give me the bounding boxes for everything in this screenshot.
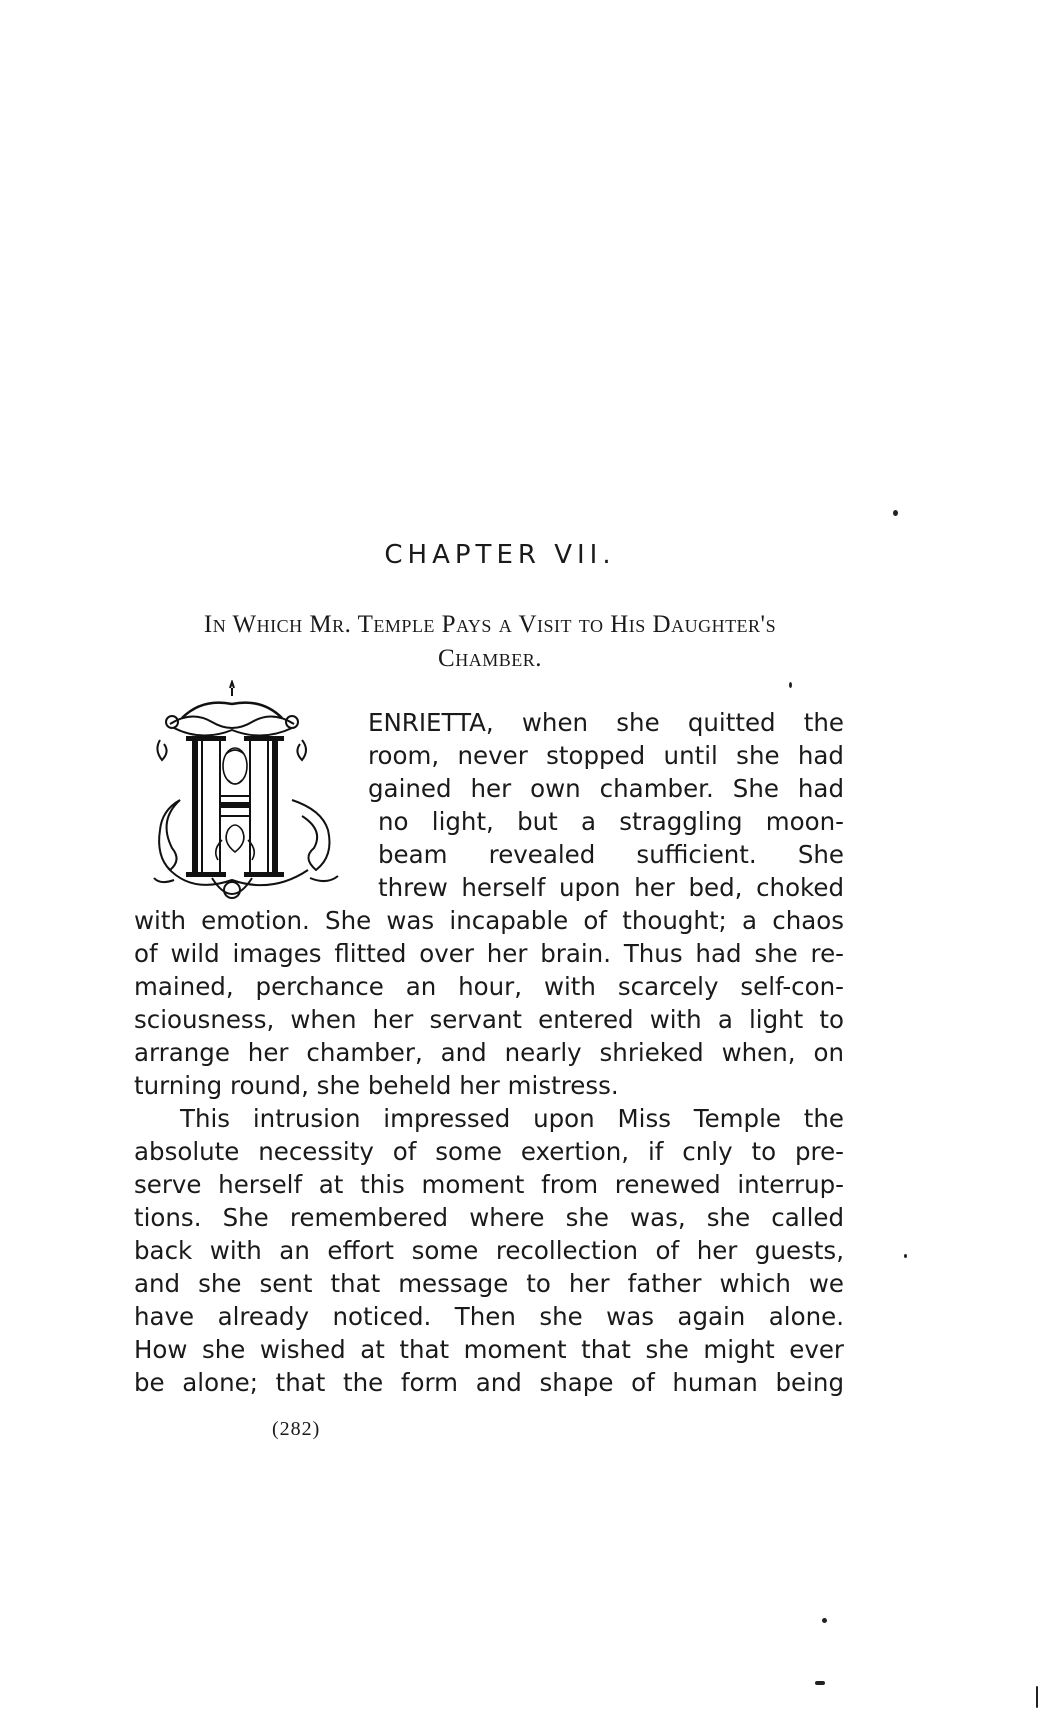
page-number: (282) xyxy=(272,1418,321,1440)
text-line: arrange her chamber, and nearly shrieked when, on xyxy=(134,1038,844,1067)
paragraph-2 xyxy=(134,1102,844,1399)
text-line: sciousness, when her servant entered with a light to xyxy=(134,1005,844,1034)
text-line: absolute necessity of some exertion, if ϲnly to pre- xyxy=(134,1137,844,1166)
paragraph-1 xyxy=(134,706,844,1102)
text-line: and she sent that message to her father which we xyxy=(134,1269,844,1298)
scan-speck xyxy=(822,1618,827,1623)
text-line: How she wished at that moment that she might ever xyxy=(134,1335,844,1364)
text-line: have already noticed. Then she was again alone. xyxy=(134,1302,844,1331)
chapter-subtitle-line-2: Chamber. xyxy=(438,645,542,672)
text-line: with emotion. She was incapable of thought; a chaos xyxy=(134,906,844,935)
text-line: gained her own chamber. She had xyxy=(368,774,844,803)
text-line: be alone; that the form and shape of human being xyxy=(134,1368,844,1397)
chapter-title: CHAPTER VII. xyxy=(384,540,616,570)
text-line: of wild images flitted over her brain. Thus had she re- xyxy=(134,939,844,968)
text-line: no light, but a straggling moon- xyxy=(378,807,844,836)
scan-speck xyxy=(789,682,792,688)
text-line: tions. She remembered where she was, she called xyxy=(134,1203,844,1232)
text-line: turning round, she beheld her mistress. xyxy=(134,1071,619,1100)
text-line: back with an effort some recollection of her guests, xyxy=(134,1236,844,1265)
chapter-subtitle xyxy=(130,608,850,676)
scan-speck xyxy=(1036,1686,1038,1708)
text-line: mained, perchance an hour, with scarcely self-con- xyxy=(134,972,844,1001)
text-line: serve herself at this moment from renewed interrup- xyxy=(134,1170,844,1199)
text-line: beam revealed sufficient. She xyxy=(378,840,844,869)
scan-speck xyxy=(893,510,898,516)
text-line: ENRIETTA, when she quitted the xyxy=(368,708,844,737)
chapter-body xyxy=(134,706,844,1399)
text-line: This intrusion impressed upon Miss Temple the xyxy=(180,1104,844,1133)
chapter-subtitle-line-1: In Which Mr. Temple Pays a Visit to His Daughter's xyxy=(203,611,777,638)
scan-speck xyxy=(904,1254,907,1258)
text-line: room, never stopped until she had xyxy=(368,741,844,770)
scan-speck xyxy=(815,1681,825,1685)
text-line: threw herself upon her bed, choked xyxy=(378,873,844,902)
